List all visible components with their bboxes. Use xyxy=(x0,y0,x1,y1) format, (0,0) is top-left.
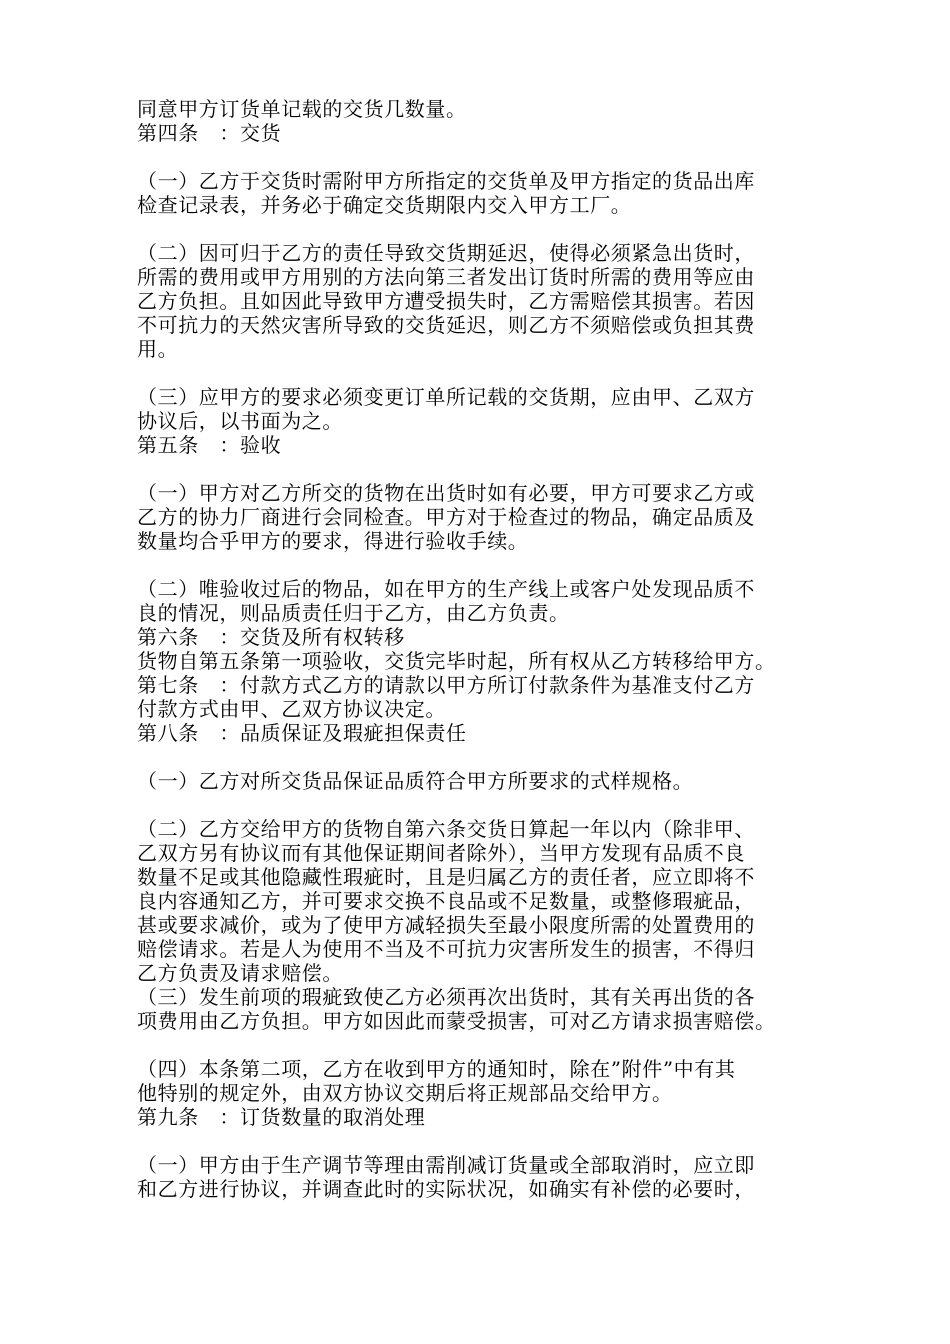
text-line: 数量不足或其他隐藏性瑕疵时，且是归属乙方的责任者，应立即将不 xyxy=(137,865,755,889)
article-heading: 第八条 ：品质保证及瑕疵担保责任 xyxy=(137,721,467,745)
article-heading: 第七条 ：付款方式乙方的请款以甲方所订付款条件为基准支付乙方 xyxy=(137,673,755,697)
blank-line xyxy=(137,1129,817,1153)
text-line: 不可抗力的天然灾害所导致的交货延迟，则乙方不须赔偿或负担其费 xyxy=(137,313,755,337)
blank-line xyxy=(137,793,817,817)
text-line: 同意甲方订货单记载的交货几数量。 xyxy=(137,97,467,121)
blank-line xyxy=(137,145,817,169)
text-line: 项费用由乙方负担。甲方如因此而蒙受损害，可对乙方请求损害赔偿。 xyxy=(137,1009,776,1033)
text-line: 所需的费用或甲方用别的方法向第三者发出订货时所需的费用等应由 xyxy=(137,265,755,289)
text-line: （二）因可归于乙方的责任导致交货期延迟，使得必须紧急出货时， xyxy=(137,241,755,265)
text-line: 良的情况，则品质责任归于乙方，由乙方负责。 xyxy=(137,601,570,625)
text-line: （三）应甲方的要求必须变更订单所记载的交货期，应由甲、乙双方 xyxy=(137,385,755,409)
text-line: （一）乙方对所交货品保证品质符合甲方所要求的式样规格。 xyxy=(137,769,694,793)
text-line: 用。 xyxy=(137,337,179,361)
text-line: （二）唯验收过后的物品，如在甲方的生产线上或客户处发现品质不 xyxy=(137,577,755,601)
text-line: 付款方式由甲、乙双方协议决定。 xyxy=(137,697,446,721)
text-line: （二）乙方交给甲方的货物自第六条交货日算起一年以内（除非甲、 xyxy=(137,817,755,841)
text-line: （一）甲方对乙方所交的货物在出货时如有必要，甲方可要求乙方或 xyxy=(137,481,755,505)
article-heading: 第六条 ：交货及所有权转移 xyxy=(137,625,405,649)
text-line: （一）甲方由于生产调节等理由需削减订货量或全部取消时，应立即 xyxy=(137,1153,755,1177)
text-line: 乙方负责及请求赔偿。 xyxy=(137,961,343,985)
text-line: 协议后，以书面为之。 xyxy=(137,409,343,433)
text-line: 乙双方另有协议而有其他保证期间者除外），当甲方发现有品质不良 xyxy=(137,841,745,865)
text-line: （四）本条第二项，乙方在收到甲方的通知时，除在”附件”中有其 xyxy=(137,1057,736,1081)
text-line: 他特别的规定外，由双方协议交期后将正规部品交给甲方。 xyxy=(137,1081,673,1105)
article-heading: 第四条 ：交货 xyxy=(137,121,282,145)
text-line: （一）乙方于交货时需附甲方所指定的交货单及甲方指定的货品出库 xyxy=(137,169,755,193)
blank-line xyxy=(137,553,817,577)
blank-line xyxy=(137,361,817,385)
text-line: 赔偿请求。若是人为使用不当及不可抗力灾害所发生的损害，不得归 xyxy=(137,937,755,961)
blank-line xyxy=(137,217,817,241)
article-heading: 第九条 ：订货数量的取消处理 xyxy=(137,1105,426,1129)
text-line: 检查记录表，并务必于确定交货期限内交入甲方工厂。 xyxy=(137,193,632,217)
document-page xyxy=(137,97,817,1201)
text-line: 甚或要求减价，或为了使甲方减轻损失至最小限度所需的处置费用的 xyxy=(137,913,755,937)
text-line: 乙方负担。且如因此导致甲方遭受损失时，乙方需赔偿其损害。若因 xyxy=(137,289,755,313)
blank-line xyxy=(137,457,817,481)
text-line: 货物自第五条第一项验收，交货完毕时起，所有权从乙方转移给甲方。 xyxy=(137,649,776,673)
text-line: 乙方的协力厂商进行会同检查。甲方对于检查过的物品，确定品质及 xyxy=(137,505,755,529)
text-line: （三）发生前项的瑕疵致使乙方必须再次出货时，其有关再出货的各 xyxy=(137,985,755,1009)
text-line: 和乙方进行协议，并调查此时的实际状况，如确实有补偿的必要时， xyxy=(137,1177,755,1201)
blank-line xyxy=(137,745,817,769)
blank-line xyxy=(137,1033,817,1057)
text-line: 数量均合乎甲方的要求，得进行验收手续。 xyxy=(137,529,529,553)
text-line: 良内容通知乙方，并可要求交换不良品或不足数量，或整修瑕疵品， xyxy=(137,889,755,913)
article-heading: 第五条 ：验收 xyxy=(137,433,282,457)
